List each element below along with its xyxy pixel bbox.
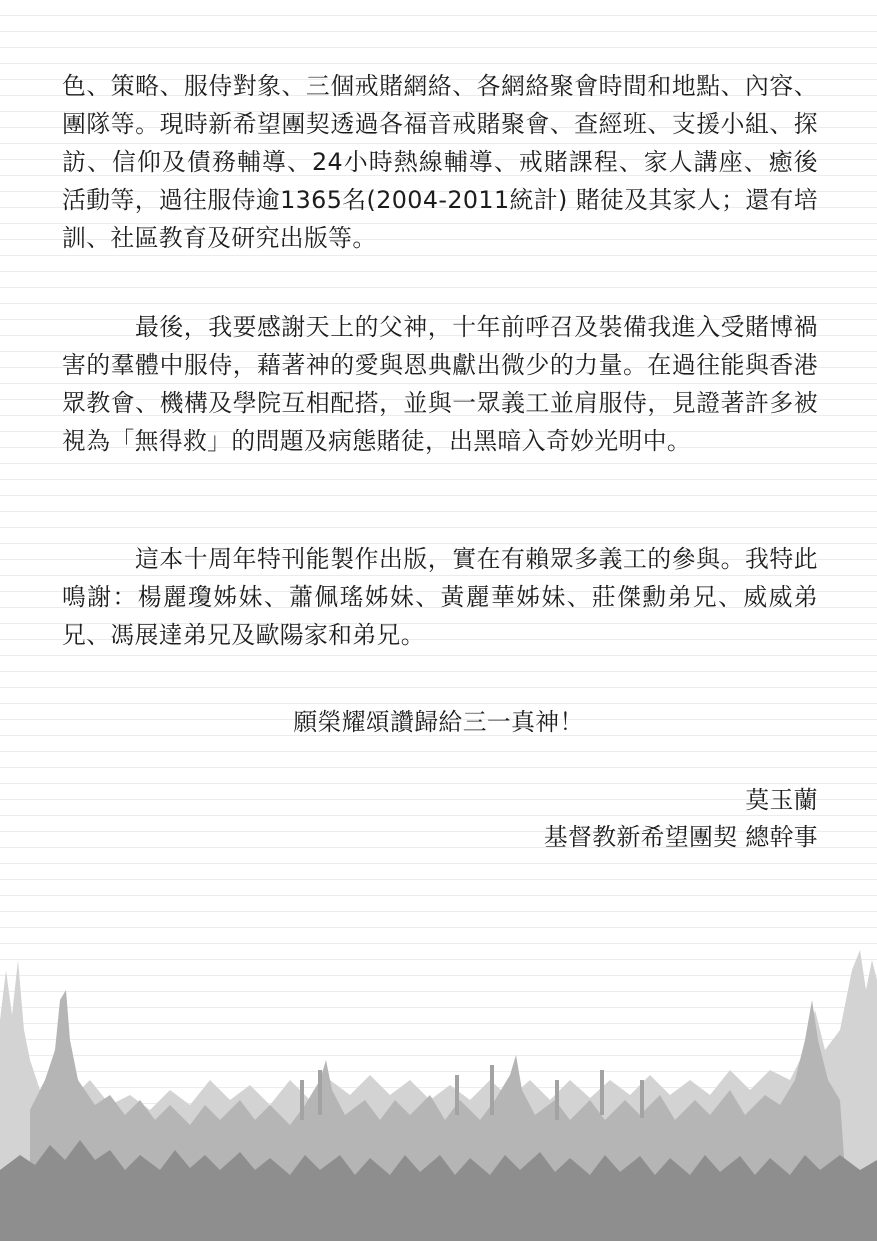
body-paragraph-2: 最後，我要感謝天上的父神，十年前呼召及裝備我進入受賭博禍害的羣體中服侍，藉著神的愛與恩典獻出微少的力量。在過往能與香港眾教會、機構及學院互相配搭，並與一眾義工並肩服侍，見證著許多被視為「無得救」的問題及病態賭徒，出黑暗入奇妙光明中。 [62,313,818,455]
crowd-silhouette-graphic [0,930,877,1241]
closing-doxology: 願榮耀頌讚歸給三一真神！ [293,708,584,736]
body-paragraph-3: 這本十周年特刊能製作出版，實在有賴眾多義工的參與。我特此鳴謝：楊麗瓊姊妹、蕭佩瑤姊妹、黃麗華姊妹、莊傑勳弟兄、威威弟兄、馮展達弟兄及歐陽家和弟兄。 [62,545,818,649]
signature-name: 莫玉蘭 [745,786,818,814]
signature-title: 基督教新希望團契 總幹事 [543,823,818,851]
body-paragraph-1: 色、策略、服侍對象、三個戒賭網絡、各網絡聚會時間和地點、內容、團隊等。現時新希望團契透過各福音戒賭聚會、查經班、支援小組、探訪、信仰及債務輔導、24小時熱線輔導、戒賭課程、家人講座、癒後活動等，過往服侍逾1365名(2004-2011統計) 賭徒及其家人；還有培訓、社區教育及研究出版等。 [62,72,818,252]
